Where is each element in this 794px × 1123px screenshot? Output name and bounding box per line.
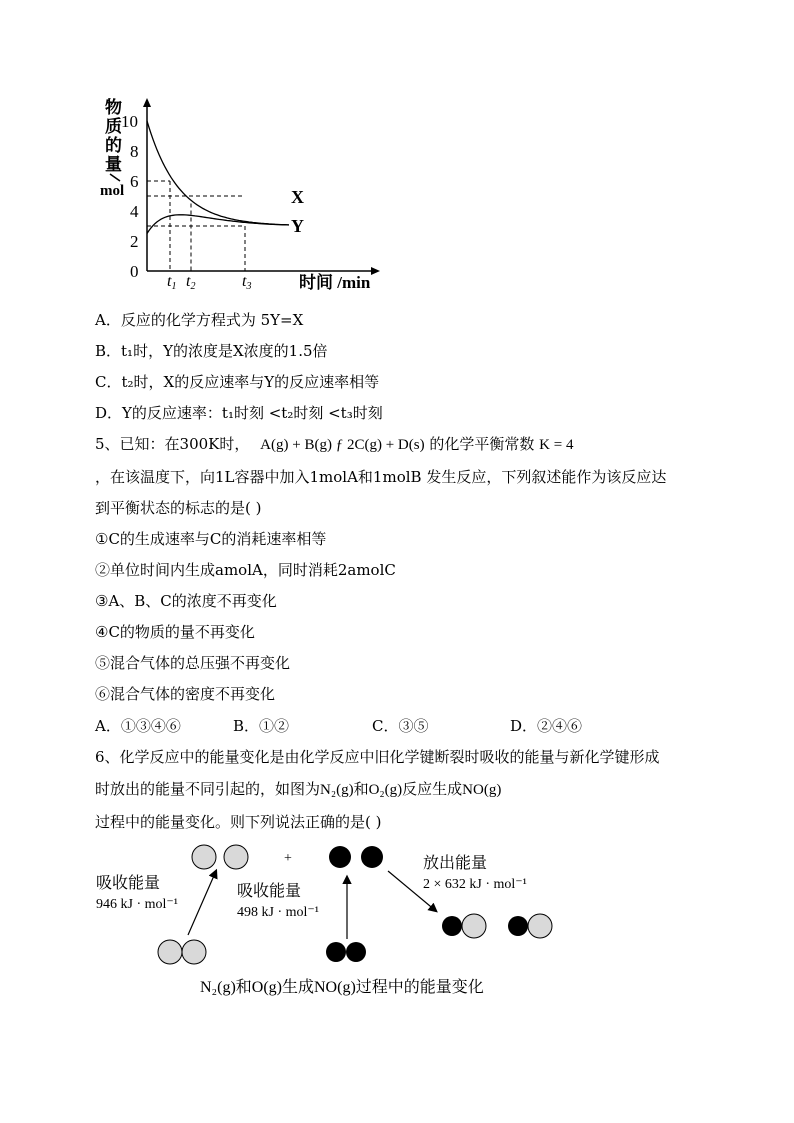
ylabel-wu: 物 bbox=[105, 98, 122, 117]
series-X-label: X bbox=[291, 187, 304, 207]
y-tick-0: 0 bbox=[130, 262, 139, 281]
q5-stem-mid: 的化学平衡常数 bbox=[429, 435, 535, 453]
q6-stem-line1: 6、化学反应中的能量变化是由化学反应中旧化学键断裂时吸收的能量与新化学键形成 bbox=[95, 748, 660, 766]
y-axis-arrow bbox=[143, 98, 151, 107]
q5-item-2: ②单位时间内生成amolA，同时消耗2amolC bbox=[95, 561, 396, 579]
q6-o2: O₂(g) bbox=[368, 782, 403, 798]
n2-molecule-atom-2 bbox=[182, 940, 206, 964]
y-tick-8: 8 bbox=[130, 142, 139, 161]
q5-item-3: ③A、B、C的浓度不再变化 bbox=[95, 592, 277, 610]
q5-option-d: D．②④⑥ bbox=[510, 717, 583, 735]
q6-stem-part-a: 时放出的能量不同引起的，如图为 bbox=[95, 780, 321, 798]
absorb2-value: 498 kJ · mol⁻¹ bbox=[237, 905, 319, 920]
y-tick-2: 2 bbox=[130, 232, 139, 251]
o2-molecule-atom-2 bbox=[346, 942, 366, 962]
q6-n2: N₂(g) bbox=[320, 782, 354, 798]
absorb1-value: 946 kJ · mol⁻¹ bbox=[96, 897, 178, 912]
n-atom-top-1 bbox=[192, 845, 216, 869]
q4-option-b: B．t₁时，Y的浓度是X浓度的1.5倍 bbox=[95, 342, 328, 360]
amount-time-chart bbox=[95, 95, 385, 295]
x-axis-label: 时间 /min bbox=[299, 273, 371, 292]
series-Y-curve bbox=[147, 121, 289, 225]
q5-option-a: A．①③④⑥ bbox=[95, 717, 181, 735]
q5-item-1: ①C的生成速率与C的消耗速率相等 bbox=[95, 530, 327, 548]
y-tick-10: 10 bbox=[121, 112, 138, 131]
absorb1-label: 吸收能量 bbox=[96, 875, 161, 892]
ylabel-slash bbox=[110, 174, 120, 181]
xtick-t1: t1 bbox=[167, 273, 177, 292]
no-molecule-2-o bbox=[508, 916, 528, 936]
xtick-t2: t2 bbox=[186, 273, 196, 292]
release-value: 2 × 632 kJ · mol⁻¹ bbox=[423, 877, 527, 892]
q5-option-b: B．①② bbox=[233, 717, 290, 735]
q6-stem-line2 bbox=[95, 779, 501, 800]
ylabel-zhi: 质 bbox=[105, 117, 122, 136]
no-molecule-1-o bbox=[442, 916, 462, 936]
q5-item-5: ⑤混合气体的总压强不再变化 bbox=[95, 654, 291, 672]
xtick-t3: t3 bbox=[242, 273, 252, 292]
plus-sign: + bbox=[284, 851, 292, 866]
q6-stem-part-b: 和 bbox=[353, 780, 369, 798]
arrow-n2-break bbox=[188, 871, 216, 935]
release-label: 放出能量 bbox=[423, 855, 488, 872]
q6-stem-part-c: 反应生成 bbox=[402, 780, 463, 798]
q6-no: NO(g) bbox=[462, 782, 502, 798]
no-molecule-2-n bbox=[528, 914, 552, 938]
q5-stem-line3: 到平衡状态的标志的是( ) bbox=[95, 499, 262, 517]
y-tick-6: 6 bbox=[130, 172, 139, 191]
x-axis-arrow bbox=[371, 267, 380, 275]
absorb2-label: 吸收能量 bbox=[237, 883, 302, 900]
q4-option-d: D．Y的反应速率：t₁时刻 <t₂时刻 <t₃时刻 bbox=[95, 404, 383, 422]
reference-dashed-lines bbox=[147, 181, 245, 271]
series-Y-label: Y bbox=[291, 216, 304, 236]
q5-k-value: K = 4 bbox=[539, 437, 574, 453]
q5-stem-intro: 5、已知：在300K时， bbox=[95, 435, 250, 453]
o2-molecule-atom-1 bbox=[326, 942, 346, 962]
q4-option-a: A．反应的化学方程式为 5Y=X bbox=[95, 311, 304, 329]
energy-diagram bbox=[90, 835, 570, 1005]
diagram-caption: N₂(g)和O(g)生成NO(g)过程中的能量变化 bbox=[200, 979, 484, 996]
q6-stem-line3: 过程中的能量变化。则下列说法正确的是( ) bbox=[95, 813, 382, 831]
y-tick-4: 4 bbox=[130, 202, 139, 221]
o-atom-top-1 bbox=[329, 846, 351, 868]
q5-item-6: ⑥混合气体的密度不再变化 bbox=[95, 685, 276, 703]
q5-item-4: ④C的物质的量不再变化 bbox=[95, 623, 255, 641]
q5-equation: A(g) + B(g) ƒ 2C(g) + D(s) bbox=[260, 437, 425, 453]
no-molecule-1-n bbox=[462, 914, 486, 938]
q5-stem-line1 bbox=[95, 434, 573, 455]
q4-option-c: C．t₂时，X的反应速率与Y的反应速率相等 bbox=[95, 373, 380, 391]
n2-molecule-atom-1 bbox=[158, 940, 182, 964]
q5-stem-line2: ，在该温度下，向1L容器中加入1molA和1molB 发生反应，下列叙述能作为该反应达 bbox=[95, 468, 667, 486]
ylabel-unit: mol bbox=[100, 183, 125, 199]
ylabel-liang: 量 bbox=[105, 155, 122, 174]
ylabel-de: 的 bbox=[105, 136, 122, 155]
n-atom-top-2 bbox=[224, 845, 248, 869]
q5-option-c: C．③⑤ bbox=[372, 717, 429, 735]
o-atom-top-2 bbox=[361, 846, 383, 868]
